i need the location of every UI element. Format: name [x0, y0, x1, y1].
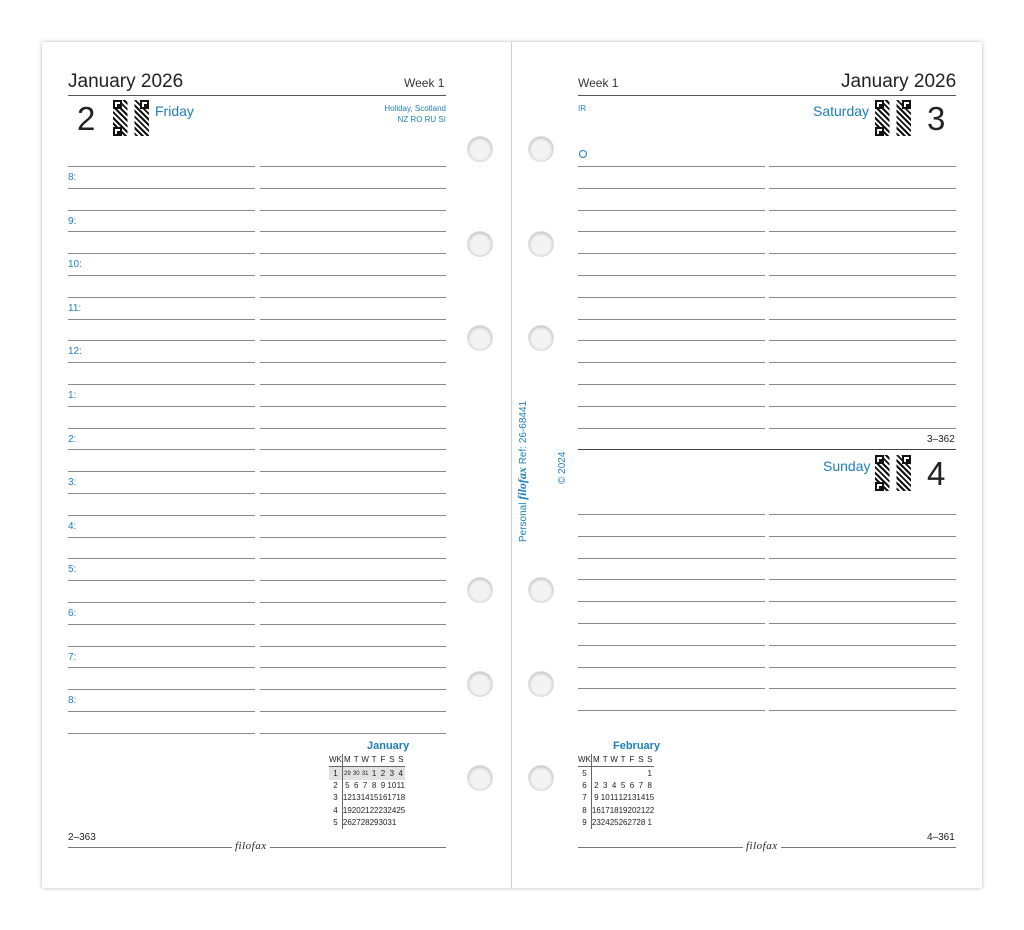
calendar-day-cell: 23 — [591, 818, 601, 828]
calendar-day-cell: 9 — [380, 780, 386, 790]
calendar-header-cell: M — [342, 754, 351, 767]
writing-line — [769, 188, 956, 189]
calendar-week-number: 4 — [329, 805, 342, 817]
writing-line — [260, 166, 446, 167]
spine-copyright: © 2024 — [557, 451, 568, 484]
calendar-day-cell — [619, 767, 628, 780]
calendar-header-cell: M — [591, 754, 600, 767]
calendar-header-cell: WK — [329, 754, 342, 767]
day-name-sunday: Sunday — [823, 458, 871, 474]
writing-line — [578, 601, 765, 602]
writing-line — [68, 558, 255, 559]
calendar-day-cell: 31 — [387, 818, 397, 828]
calendar-week-number: 1 — [329, 767, 342, 780]
calendar-day-cell — [601, 767, 610, 780]
writing-line — [769, 558, 956, 559]
calendar-day-cell: 26 — [342, 818, 352, 828]
writing-line — [260, 188, 446, 189]
writing-line — [578, 253, 765, 254]
calendar-day-cell: 9 — [594, 793, 599, 803]
writing-line — [260, 319, 446, 320]
writing-line — [578, 406, 765, 407]
calendar-header-cell: T — [601, 754, 610, 767]
writing-line — [769, 623, 956, 624]
calendar-week-number: 3 — [329, 792, 342, 804]
writing-line — [769, 319, 956, 320]
calendar-day-cell — [396, 817, 405, 829]
calendar-header-cell: F — [379, 754, 388, 767]
calendar-day-cell: 14 — [636, 793, 646, 803]
writing-line — [68, 733, 255, 734]
writing-line — [260, 406, 446, 407]
hour-label: 4: — [68, 521, 77, 532]
spine-text — [515, 401, 530, 542]
writing-line — [68, 646, 255, 647]
calendar-week-number: 2 — [329, 780, 342, 792]
writing-line — [769, 514, 956, 515]
calendar-day-cell: 30 — [352, 767, 361, 780]
calendar-day-cell: 27 — [351, 818, 361, 828]
calendar-day-cell: 31 — [361, 767, 370, 780]
calendar-day-cell: 4 — [611, 780, 617, 790]
calendar-day-cell: 13 — [351, 793, 361, 803]
writing-line — [769, 428, 956, 429]
writing-line — [260, 340, 446, 341]
writing-line — [260, 558, 446, 559]
writing-line — [769, 710, 956, 711]
writing-line — [578, 384, 765, 385]
spine-ref: Ref: 26-68441 — [518, 400, 529, 465]
calendar-day-cell: 19 — [342, 805, 352, 815]
writing-line — [260, 667, 446, 668]
writing-line — [260, 297, 446, 298]
writing-line — [769, 645, 956, 646]
calendar-day-cell: 20 — [627, 805, 637, 815]
calendar-day-cell: 22 — [645, 805, 655, 815]
calendar-month-title: January — [367, 740, 410, 752]
writing-line — [578, 340, 765, 341]
left-week-label: Week 1 — [404, 76, 445, 90]
writing-line — [769, 297, 956, 298]
calendar-day-cell: 5 — [620, 780, 626, 790]
binder-hole — [529, 766, 553, 790]
writing-line — [260, 428, 446, 429]
writing-line — [68, 624, 255, 625]
writing-line — [769, 340, 956, 341]
writing-line — [769, 406, 956, 407]
writing-line — [578, 231, 765, 232]
writing-line — [578, 210, 765, 211]
holiday-line-1: Holiday, Scotland — [384, 104, 446, 113]
writing-line — [578, 188, 765, 189]
writing-line — [260, 471, 446, 472]
right-week-label: Week 1 — [578, 76, 619, 90]
hour-label: 7: — [68, 652, 77, 663]
calendar-day-cell: 15 — [645, 793, 655, 803]
binder-hole — [468, 232, 492, 256]
writing-line — [260, 646, 446, 647]
calendar-week-number: 8 — [578, 805, 591, 817]
calendar-day-cell: 11 — [610, 793, 619, 803]
qr-code-icon — [875, 100, 911, 136]
writing-line — [578, 275, 765, 276]
calendar-day-cell: 28 — [360, 818, 370, 828]
calendar-day-cell: 10 — [387, 780, 397, 790]
left-month-title: January 2026 — [68, 71, 184, 92]
calendar-day-cell: 27 — [627, 818, 637, 828]
calendar-grid — [578, 754, 654, 829]
calendar-day-cell — [610, 767, 619, 780]
hour-label: 2: — [68, 434, 77, 445]
calendar-header-cell: S — [387, 754, 396, 767]
calendar-day-cell: 26 — [618, 818, 628, 828]
calendar-day-cell: 3 — [603, 780, 608, 790]
writing-line — [68, 537, 255, 538]
right-header-rule — [578, 95, 956, 96]
spine-brand: filofax — [515, 467, 529, 500]
calendar-day-cell: 21 — [636, 805, 646, 815]
calendar-day-cell: 11 — [396, 780, 405, 790]
calendar-day-cell: 7 — [362, 780, 368, 790]
right-brand-logo: filofax — [743, 840, 781, 852]
binder-hole — [468, 137, 492, 161]
calendar-day-cell: 1 — [647, 768, 652, 778]
spine-size: Personal — [518, 502, 529, 542]
binder-hole — [529, 578, 553, 602]
calendar-day-cell: 29 — [342, 767, 351, 780]
writing-line — [769, 253, 956, 254]
binder-hole — [529, 326, 553, 350]
writing-line — [769, 667, 956, 668]
calendar-day-cell — [591, 767, 600, 780]
calendar-header-cell: T — [619, 754, 628, 767]
calendar-day-cell: 16 — [378, 793, 388, 803]
calendar-day-cell: 20 — [351, 805, 361, 815]
writing-line — [68, 166, 255, 167]
binder-hole — [468, 766, 492, 790]
writing-line — [68, 689, 255, 690]
writing-line — [769, 688, 956, 689]
calendar-day-cell: 12 — [618, 793, 628, 803]
calendar-day-cell: 25 — [609, 818, 619, 828]
binder-hole — [468, 672, 492, 696]
writing-line — [260, 602, 446, 603]
hour-label: 3: — [68, 477, 77, 488]
left-brand-logo: filofax — [232, 840, 270, 852]
writing-line — [68, 275, 255, 276]
binder-hole — [468, 578, 492, 602]
writing-line — [260, 733, 446, 734]
calendar-week-number: 5 — [329, 817, 342, 829]
writing-line — [260, 210, 446, 211]
hour-label: 11: — [68, 303, 82, 314]
writing-line — [578, 667, 765, 668]
writing-line — [578, 579, 765, 580]
hour-label: 8: — [68, 172, 77, 183]
calendar-day-cell: 18 — [609, 805, 619, 815]
writing-line — [68, 210, 255, 211]
calendar-day-cell: 4 — [396, 767, 405, 780]
binder-hole — [529, 232, 553, 256]
writing-line — [68, 362, 255, 363]
calendar-day-cell: 21 — [360, 805, 370, 815]
circle-icon — [579, 150, 587, 158]
binder-hole — [468, 326, 492, 350]
writing-line — [769, 166, 956, 167]
holiday-line-2: NZ RO RU SI — [397, 115, 446, 124]
writing-line — [68, 340, 255, 341]
calendar-day-cell: 18 — [396, 793, 406, 803]
writing-line — [68, 297, 255, 298]
calendar-day-cell — [628, 767, 637, 780]
writing-line — [68, 188, 255, 189]
calendar-day-cell: 1 — [370, 767, 379, 780]
day-divider-rule — [578, 449, 956, 450]
calendar-header-cell: T — [352, 754, 361, 767]
calendar-header-cell: W — [610, 754, 619, 767]
writing-line — [578, 319, 765, 320]
writing-line — [260, 689, 446, 690]
writing-line — [260, 253, 446, 254]
binder-hole — [529, 137, 553, 161]
calendar-day-cell: 8 — [647, 780, 652, 790]
writing-line — [578, 362, 765, 363]
writing-line — [578, 645, 765, 646]
calendar-day-cell: 16 — [591, 805, 601, 815]
calendar-week-number: 5 — [578, 767, 591, 780]
calendar-day-cell: 7 — [638, 780, 644, 790]
writing-line — [68, 471, 255, 472]
calendar-week-number: 9 — [578, 817, 591, 829]
day-name-saturday: Saturday — [813, 103, 870, 119]
writing-line — [578, 623, 765, 624]
qr-code-icon — [875, 455, 911, 491]
writing-line — [68, 711, 255, 712]
writing-line — [68, 493, 255, 494]
writing-line — [260, 624, 446, 625]
calendar-header-cell: S — [636, 754, 645, 767]
writing-line — [68, 667, 255, 668]
right-month-title: January 2026 — [841, 71, 957, 92]
writing-line — [68, 253, 255, 254]
writing-line — [578, 710, 765, 711]
right-note: IR — [578, 104, 586, 113]
calendar-week-number: 6 — [578, 780, 591, 792]
writing-line — [578, 166, 765, 167]
calendar-header-cell: S — [396, 754, 405, 767]
hour-label: 12: — [68, 346, 82, 357]
writing-line — [769, 384, 956, 385]
calendar-week-number: 7 — [578, 792, 591, 804]
calendar-header-cell: T — [370, 754, 379, 767]
writing-line — [769, 275, 956, 276]
hour-label: 10: — [68, 259, 82, 270]
calendar-day-cell: 30 — [378, 818, 388, 828]
writing-line — [68, 406, 255, 407]
writing-line — [260, 362, 446, 363]
calendar-day-cell: 23 — [378, 805, 388, 815]
writing-line — [578, 558, 765, 559]
calendar-day-cell: 13 — [627, 793, 637, 803]
calendar-day-cell: 22 — [369, 805, 379, 815]
writing-line — [68, 428, 255, 429]
writing-line — [68, 319, 255, 320]
writing-line — [68, 602, 255, 603]
writing-line — [769, 210, 956, 211]
writing-line — [578, 514, 765, 515]
writing-line — [578, 688, 765, 689]
writing-line — [578, 428, 765, 429]
calendar-day-cell: 28 — [636, 818, 646, 828]
calendar-day-cell — [636, 767, 645, 780]
hour-label: 1: — [68, 390, 77, 401]
hour-label: 9: — [68, 216, 77, 227]
hour-label: 6: — [68, 608, 77, 619]
writing-line — [260, 580, 446, 581]
right-footer-number: 4–361 — [927, 832, 955, 843]
calendar-day-cell: 19 — [618, 805, 628, 815]
calendar-day-cell: 29 — [369, 818, 379, 828]
calendar-day-cell: 6 — [629, 780, 635, 790]
writing-line — [68, 231, 255, 232]
writing-line — [578, 536, 765, 537]
writing-line — [68, 580, 255, 581]
writing-line — [68, 384, 255, 385]
writing-line — [260, 449, 446, 450]
holiday-info — [340, 103, 446, 125]
calendar-day-cell: 17 — [387, 793, 397, 803]
calendar-day-cell: 6 — [354, 780, 359, 790]
writing-line — [260, 711, 446, 712]
hour-label: 8: — [68, 695, 77, 706]
day-number-friday: 2 — [77, 100, 96, 137]
writing-line — [769, 601, 956, 602]
qr-code-icon — [113, 100, 149, 136]
page-fold — [511, 42, 512, 888]
calendar-header-cell: WK — [578, 754, 591, 767]
writing-line — [578, 297, 765, 298]
calendar-day-cell: 1 — [647, 818, 652, 828]
writing-line — [68, 449, 255, 450]
writing-line — [260, 537, 446, 538]
calendar-day-cell: 24 — [600, 818, 610, 828]
binder-hole — [529, 672, 553, 696]
day-name-friday: Friday — [155, 103, 194, 119]
calendar-day-cell: 25 — [396, 805, 406, 815]
calendar-header-cell: S — [645, 754, 654, 767]
calendar-day-cell: 5 — [345, 780, 350, 790]
calendar-day-cell: 3 — [387, 767, 396, 780]
writing-line — [260, 515, 446, 516]
calendar-day-cell: 17 — [600, 805, 610, 815]
left-header-rule — [68, 95, 446, 96]
calendar-day-cell: 12 — [342, 793, 352, 803]
calendar-header-cell: W — [361, 754, 370, 767]
calendar-day-cell: 2 — [379, 767, 388, 780]
writing-line — [769, 231, 956, 232]
writing-line — [260, 275, 446, 276]
writing-line — [260, 493, 446, 494]
left-footer-number: 2–363 — [68, 832, 96, 843]
calendar-day-cell: 15 — [369, 793, 379, 803]
calendar-month-title: February — [613, 740, 661, 752]
writing-line — [260, 231, 446, 232]
calendar-header-cell: F — [628, 754, 637, 767]
day-number-saturday: 3 — [927, 100, 946, 137]
mid-day-counter: 3–362 — [927, 434, 955, 445]
writing-line — [769, 536, 956, 537]
calendar-day-cell: 14 — [360, 793, 370, 803]
writing-line — [769, 362, 956, 363]
writing-line — [260, 384, 446, 385]
writing-line — [769, 579, 956, 580]
calendar-day-cell: 24 — [387, 805, 397, 815]
writing-line — [68, 515, 255, 516]
day-number-sunday: 4 — [927, 455, 946, 492]
calendar-day-cell: 10 — [600, 793, 610, 803]
hour-label: 5: — [68, 564, 77, 575]
calendar-day-cell: 8 — [371, 780, 377, 790]
calendar-grid — [329, 754, 405, 829]
calendar-day-cell: 2 — [594, 780, 599, 790]
